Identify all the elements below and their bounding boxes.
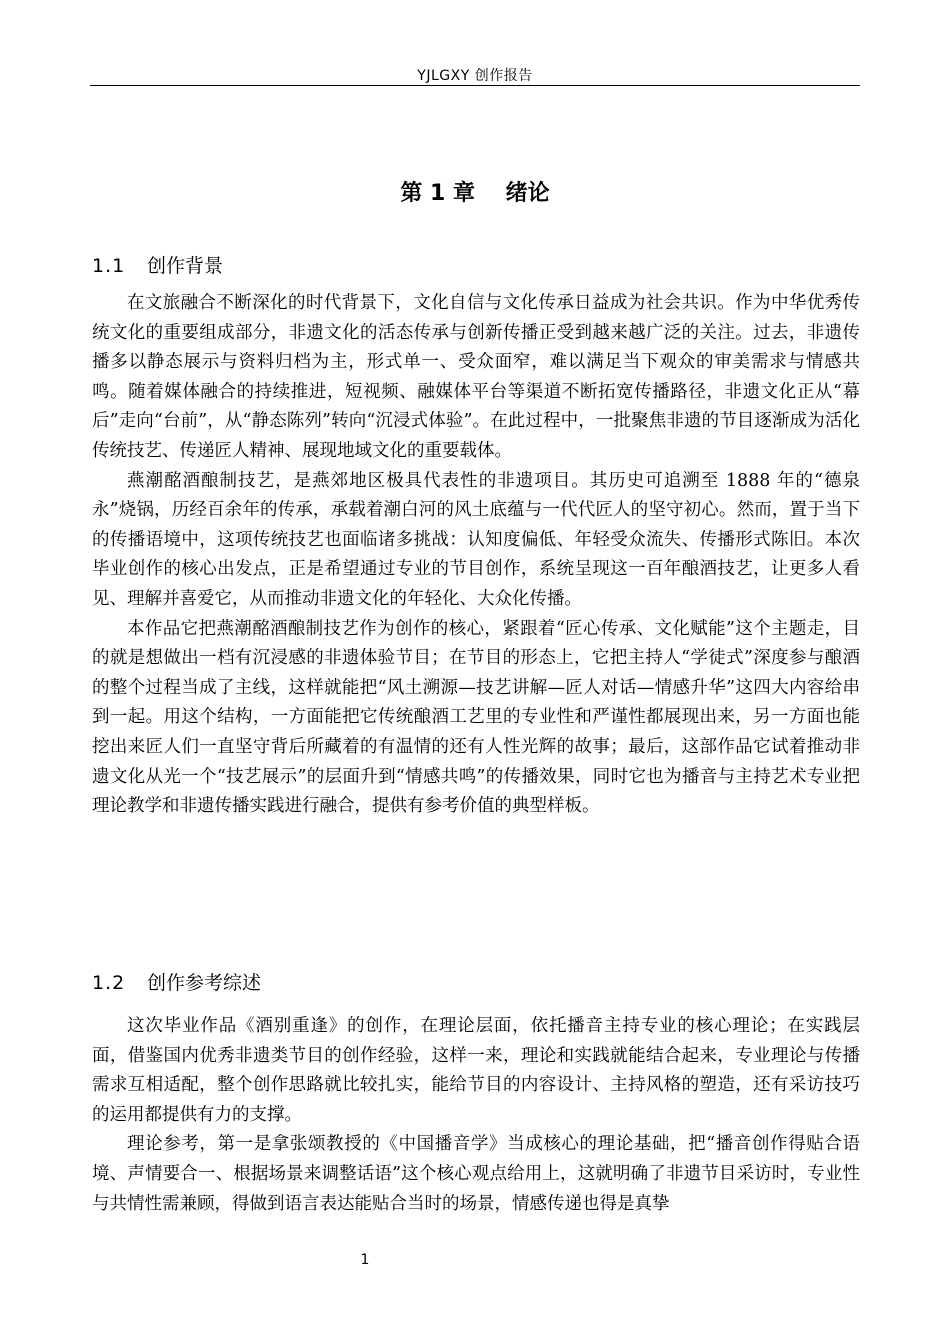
header-divider — [90, 85, 860, 86]
chapter-title: 第 1 章 绪论 — [400, 181, 550, 206]
section-heading-1-1 — [92, 252, 223, 280]
paragraph: 在文旅融合不断深化的时代背景下，文化自信与文化传承日益成为社会共识。作为中华优秀传统文化的重要组成部分，非遗文化的活态传承与创新传播正受到越来越广泛的关注。过去，非遗传播多以静态展示与资料归档为主，形式单一、受众面窄，难以满足当下观众的审美需求与情感共鸣。随着媒体融合的持续推进，短视频、融媒体平台等渠道不断拓宽传播路径，非遗文化正从“幕后”走向“台前”，从“静态陈列”转向“沉浸式体验”。在此过程中，一批聚焦非遗的节目逐渐成为活化传统技艺、传递匠人精神、展现地域文化的重要载体。 — [92, 293, 860, 461]
section-body-1-2 — [92, 1012, 860, 1219]
paragraph: 这次毕业作品《酒别重逢》的创作，在理论层面，依托播音主持专业的核心理论；在实践层面，借鉴国内优秀非遗类节目的创作经验，这样一来，理论和实践就能结合起来，专业理论与传播需求互相适配，整个创作思路就比较扎实，能给节目的内容设计、主持风格的塑造，还有采访技巧的运用都提供有力的支撑。 — [92, 1016, 860, 1125]
section-heading-1-2 — [92, 969, 261, 997]
paragraph: 本作品它把燕潮酩酒酿制技艺作为创作的核心，紧跟着“匠心传承、文化赋能”这个主题走，目的就是想做出一档有沉浸感的非遗体验节目；在节目的形态上，它把主持人“学徒式”深度参与酿酒的整个过程当成了主线，这样就能把“风土溯源—技艺讲解—匠人对话—情感升华”这四大内容给串到一起。用这个结构，一方面能把它传统酿酒工艺里的专业性和严谨性都展现出来，另一方面也能挖出来匠人们一直坚守背后所藏着的有温情的还有人性光辉的故事；最后，这部作品它试着推动非遗文化从光一个“技艺展示”的层面升到“情感共鸣”的传播效果，同时它也为播音与主持艺术专业把理论教学和非遗传播实践进行融合，提供有参考价值的典型样板。 — [92, 618, 860, 817]
section-number: 1.1 — [92, 255, 126, 277]
section-title: 创作背景 — [147, 255, 224, 277]
section-body-1-1 — [92, 289, 860, 822]
running-header: YJLGXY 创作报告 — [417, 68, 533, 84]
paragraph: 理论参考，第一是拿张颂教授的《中国播音学》当成核心的理论基础，把“播音创作得贴合语境、声情要合一、根据场景来调整话语”这个核心观点给用上，这就明确了非遗节目采访时，专业性与共情性需兼顾，得做到语言表达能贴合当时的场景，情感传递也得是真挚 — [92, 1134, 860, 1214]
paragraph: 燕潮酩酒酿制技艺，是燕郊地区极具代表性的非遗项目。其历史可追溯至 1888 年的“德泉永”烧锅，历经百余年的传承，承载着潮白河的风土底蕴与一代代匠人的坚守初心。然而，置于当下的传播语境中，这项传统技艺也面临诸多挑战：认知度偏低、年轻受众流失、传播形式陈旧。本次毕业创作的核心出发点，正是希望通过专业的节目创作，系统呈现这一百年酿酒技艺，让更多人看见、理解并喜爱它，从而推动非遗文化的年轻化、大众化传播。 — [92, 470, 860, 609]
page-number: 1 — [360, 1252, 370, 1268]
section-number: 1.2 — [92, 972, 126, 994]
section-title: 创作参考综述 — [147, 972, 262, 994]
